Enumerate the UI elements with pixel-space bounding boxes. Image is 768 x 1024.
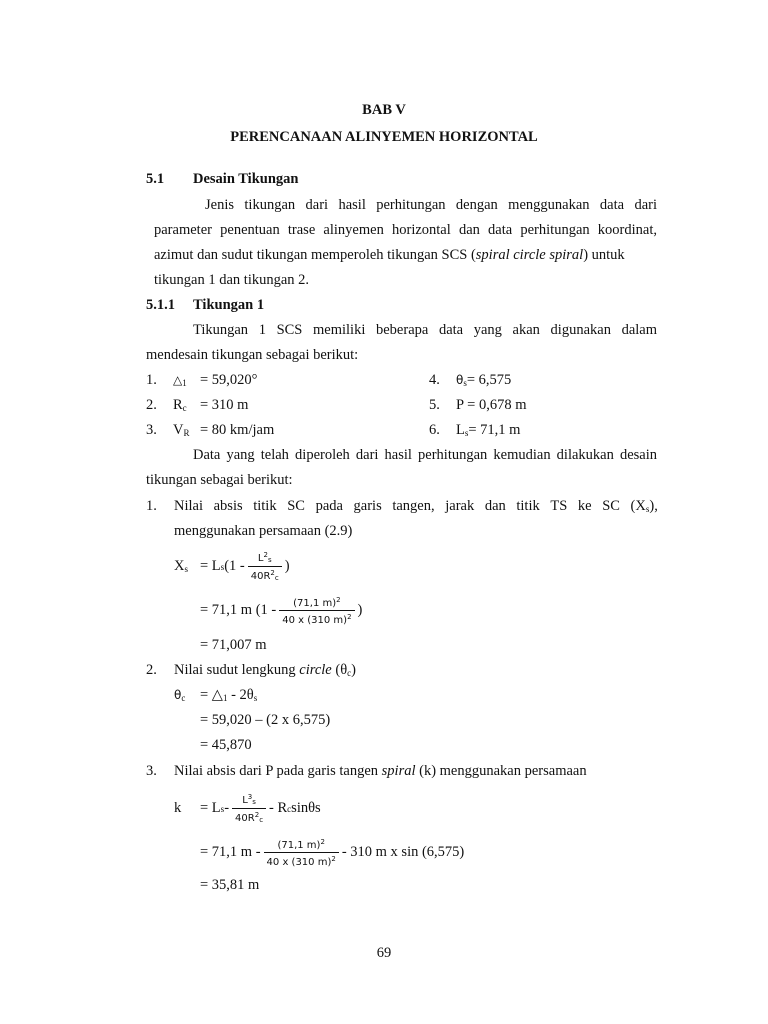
fraction: $\frac{(71,1 m)^2}{40 x (310 m)^2}$ [279, 594, 354, 627]
chapter-label: BAB V [362, 102, 406, 118]
fraction: $\frac{L^2_s}{40R^2_c}$ [248, 549, 282, 584]
equation-lhs: k [174, 800, 182, 816]
list-number: 3. [146, 763, 157, 779]
equation-result: = 71,007 m [200, 637, 267, 653]
equation-lhs: $X_s$ [174, 558, 188, 574]
paragraph-line: Tikungan 1 SCS memiliki beberapa data yang akan digunakan dalam [193, 322, 657, 338]
equation: = 59,020 – (2 x 6,575) [200, 712, 331, 728]
subsection-title: Tikungan 1 [193, 297, 265, 313]
chapter-title: PERENCANAAN ALINYEMEN HORIZONTAL [230, 129, 538, 145]
equation-result: = 35,81 m [200, 877, 260, 893]
data-item: 4. $\theta_s= 6,575$ [429, 372, 512, 388]
equation: = $\triangle_1 - 2\theta_s$ [200, 687, 258, 703]
list-item-text: menggunakan persamaan (2.9) [174, 523, 353, 539]
paragraph-line: azimut dan sudut tikungan memperoleh tikungan SCS (spiral circle spiral) untuk [154, 247, 625, 263]
fraction: $\frac{L^3_s}{40R^2_c}$ [232, 791, 266, 826]
page-number: 69 [376, 945, 392, 961]
paragraph-line: Jenis tikungan dari hasil perhitungan dengan menggunakan data dari [205, 197, 657, 213]
equation: = 71,1 m - $\frac{(71,1 m)^2}{40 x (310 m)^2}$ - 310 m x sin (6,575) [200, 838, 465, 868]
data-item: 6. $L_s= 71,1$ m [429, 422, 521, 438]
list-item-text: Nilai sudut lengkung circle $(\theta_c)$ [174, 662, 356, 678]
equation-lhs: $\theta_c$ [174, 688, 186, 703]
paragraph-line: parameter penentuan trase alinyemen horizontal dan data perhitungan koordinat, [154, 222, 657, 238]
section-title: Desain Tikungan [193, 171, 299, 187]
equation-result: = 45,870 [200, 737, 252, 753]
list-number: 1. [146, 498, 157, 514]
equation: = 71,1 m (1 - $\frac{(71,1 m)^2}{40 x (310 m)^2}$ ) [200, 596, 363, 626]
equation: = L s (1 - $\frac{L^2_s}{40R^2_c}$ ) [200, 551, 290, 582]
data-item: 5. P = 0,678 m [429, 397, 527, 413]
paragraph-line: tikungan sebagai berikut: [146, 472, 293, 488]
fraction: $\frac{(71,1 m)^2}{40 x (310 m)^2}$ [264, 836, 339, 869]
paragraph-line: Data yang telah diperoleh dari hasil perhitungan kemudian dilakukan desain [193, 447, 657, 463]
data-item: 2. $R_c$ = 310 m [146, 397, 249, 413]
paragraph-line: mendesain tikungan sebagai berikut: [146, 347, 359, 363]
subsection-number: 5.1.1 [146, 297, 175, 313]
equation: = L s - $\frac{L^3_s}{40R^2_c}$ - R c sinθs [200, 793, 321, 824]
list-item-text: Nilai absis titik SC pada garis tangen, jarak dan titik TS ke SC $(X_s)$, [174, 498, 658, 514]
section-number: 5.1 [146, 171, 165, 187]
list-item-text: Nilai absis dari P pada garis tangen spiral (k) menggunakan persamaan [174, 763, 587, 779]
data-item: 3. $V_R$ = 80 km/jam [146, 422, 275, 438]
list-number: 2. [146, 662, 157, 678]
data-item: 1. $\triangle_1$ = 59,020° [146, 372, 258, 388]
paragraph-line: tikungan 1 dan tikungan 2. [154, 272, 310, 288]
